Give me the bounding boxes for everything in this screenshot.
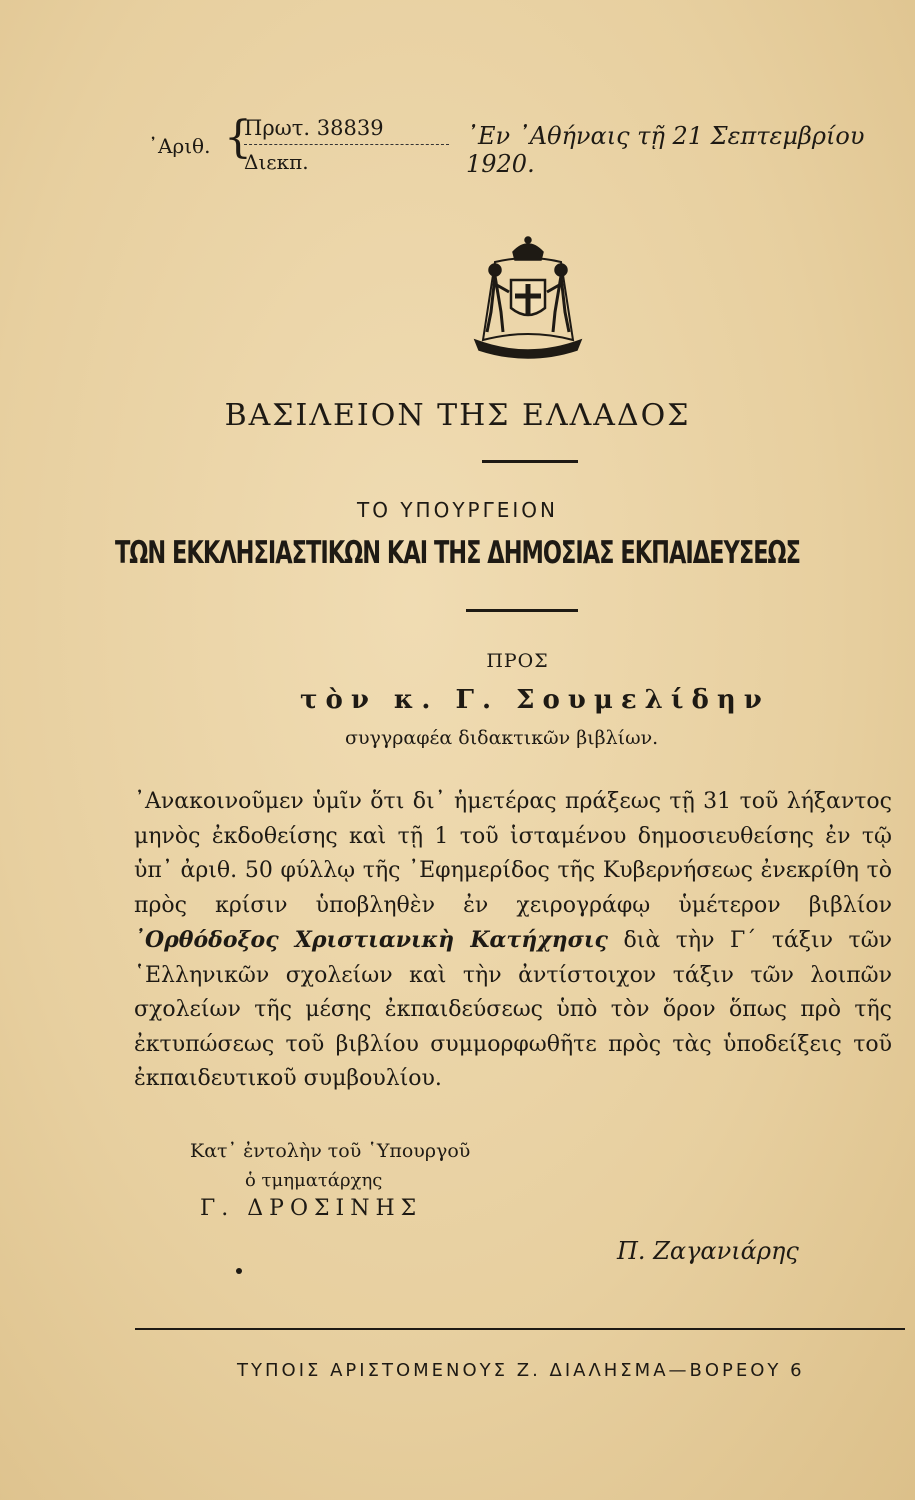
- reference-label: ᾿Αριθ.: [148, 134, 211, 158]
- footer-rule: [135, 1328, 905, 1330]
- diekp-label: Διεκπ.: [244, 150, 309, 174]
- signature-chief: ὁ τμηματάρχης: [245, 1170, 383, 1191]
- ink-dot: [236, 1268, 242, 1274]
- kingdom-title: ΒΑΣΙΛΕΙΟΝ ΤΗΣ ΕΛΛΑΔΟΣ: [224, 398, 691, 433]
- divider: [466, 609, 578, 612]
- recipient-name: τὸν κ. Γ. Σουμελίδην: [300, 685, 770, 715]
- recipient-description: συγγραφέα διδακτικῶν βιβλίων.: [345, 727, 659, 749]
- countersignature: Π. Ζαγανιάρης: [617, 1237, 799, 1265]
- letter-body: [134, 785, 892, 1097]
- letter-body-part-2: διὰ τὴν Γ΄ τάξιν τῶν ῾Ελληνικῶν σχολείων καὶ τὴν ἀντίστοιχον τάξιν τῶν λοιπῶν σχολείων τῆς μέσης ἐκπαιδεύσεως ὑπὸ τὸν ὅρον ὅπως πρὸ τῆς ἐκτυπώσεως τοῦ βιβλίου συμμορφωθῆτε πρὸς τὰς ὑποδείξεις τοῦ ἐκπαιδευτικοῦ συμβουλίου.: [134, 928, 893, 1091]
- reference-brace: {: [224, 112, 252, 163]
- ministry-line-2: ΤΩΝ ΕΚΚΛΗΣΙΑΣΤΙΚΩΝ ΚΑΙ ΤΗΣ ΔΗΜΟΣΙΑΣ ΕΚΠΑΙΔΕΥΣΕΩΣ: [114, 534, 801, 571]
- addressee-pros: ΠΡΟΣ: [486, 650, 549, 672]
- protocol-number-text: Πρωτ. 38839: [244, 116, 384, 140]
- printer-imprint: ΤΥΠΟΙΣ ΑΡΙΣΤΟΜΕΝΟΥΣ Ζ. ΔΙΑΛΗΣΜΑ—ΒΟΡΕΟΥ 6: [237, 1360, 805, 1381]
- signature-name: Γ. ΔΡΟΣΙΝΗΣ: [200, 1196, 423, 1221]
- letter-body-part-1: ᾿Ανακοινοῦμεν ὑμῖν ὅτι δι᾿ ἡμετέρας πράξεως τῇ 31 τοῦ λήξαντος μηνὸς ἐκδοθείσης καὶ τῇ 1 τοῦ ἱσταμένου δημοσιευθείσης ἐν τῷ ὑπ᾿ ἀριθ. 50 φύλλῳ τῆς ᾿Εφημερίδος τῆς Κυβερνήσεως ἐνεκρίθη τὸ πρὸς κρίσιν ὑποβληθὲν ἐν χειρογράφῳ ὑμέτερον βιβλίον: [134, 789, 892, 918]
- signature-order: Κατ᾿ ἐντολὴν τοῦ ῾Υπουργοῦ: [190, 1140, 471, 1162]
- protocol-number: [244, 116, 384, 140]
- book-title: ᾿Ορθόδοξος Χριστιανικὴ Κατήχησις: [134, 927, 608, 953]
- ministry-line-1: ΤΟ ΥΠΟΥΡΓΕΙΟΝ: [357, 498, 558, 522]
- divider: [482, 460, 578, 463]
- date-line: ᾿Εν ᾿Αθήναις τῇ 21 Σεπτεμβρίου 1920.: [466, 122, 865, 178]
- royal-coat-of-arms-icon: [465, 232, 591, 360]
- protocol-underline: [244, 144, 449, 145]
